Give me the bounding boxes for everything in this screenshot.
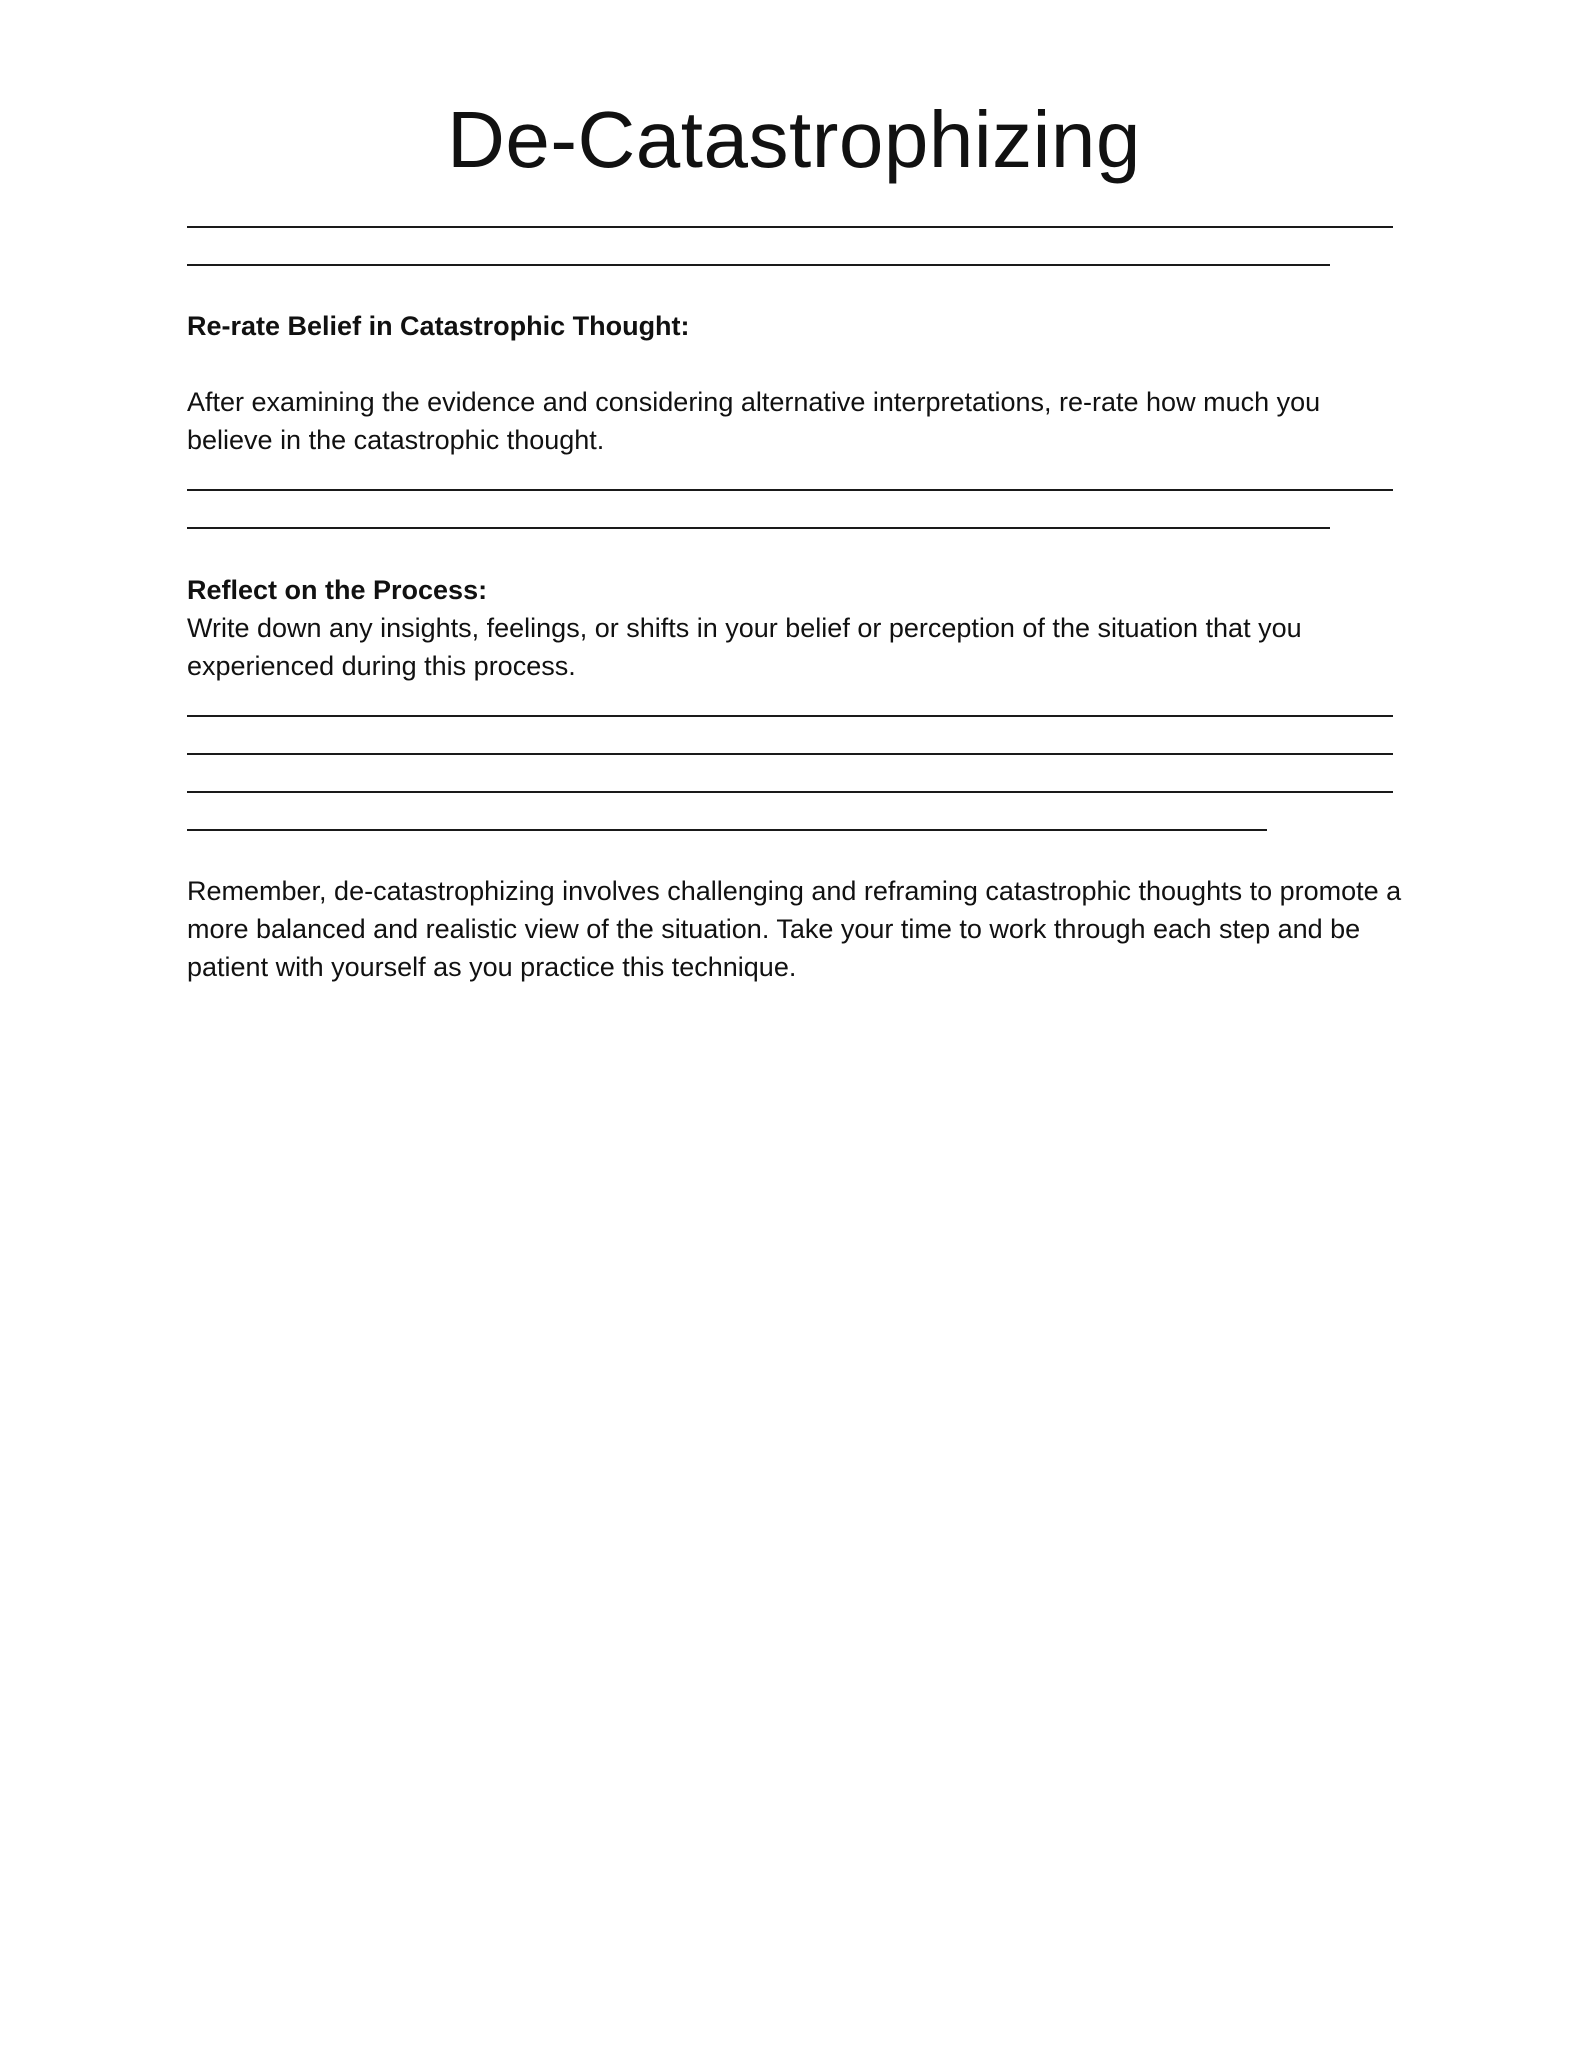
section-body-rerate-belief: After examining the evidence and considering alternative interpretations, re-rate how much you believe in the catastrophic thought. [187, 387, 1321, 455]
writing-line[interactable] [187, 715, 1393, 717]
section-heading-rerate-belief: Re-rate Belief in Catastrophic Thought: [187, 311, 690, 341]
section-heading-reflect-process: Reflect on the Process: [187, 575, 488, 605]
writing-line[interactable] [187, 527, 1330, 529]
writing-line[interactable] [187, 753, 1393, 755]
writing-line[interactable] [187, 791, 1393, 793]
page-title: De-Catastrophizing [447, 95, 1141, 184]
writing-line[interactable] [187, 264, 1330, 266]
writing-line[interactable] [187, 829, 1267, 831]
closing-paragraph: Remember, de-catastrophizing involves challenging and reframing catastrophic thoughts to promote a more balanced and realistic view of the situation. Take your time to work through each step and be patient with yourself as you practice this technique. [187, 876, 1402, 982]
writing-line[interactable] [187, 226, 1393, 228]
writing-line[interactable] [187, 489, 1393, 491]
section-body-reflect-process: Write down any insights, feelings, or shifts in your belief or perception of the situation that you experienced during this process. [187, 613, 1302, 681]
